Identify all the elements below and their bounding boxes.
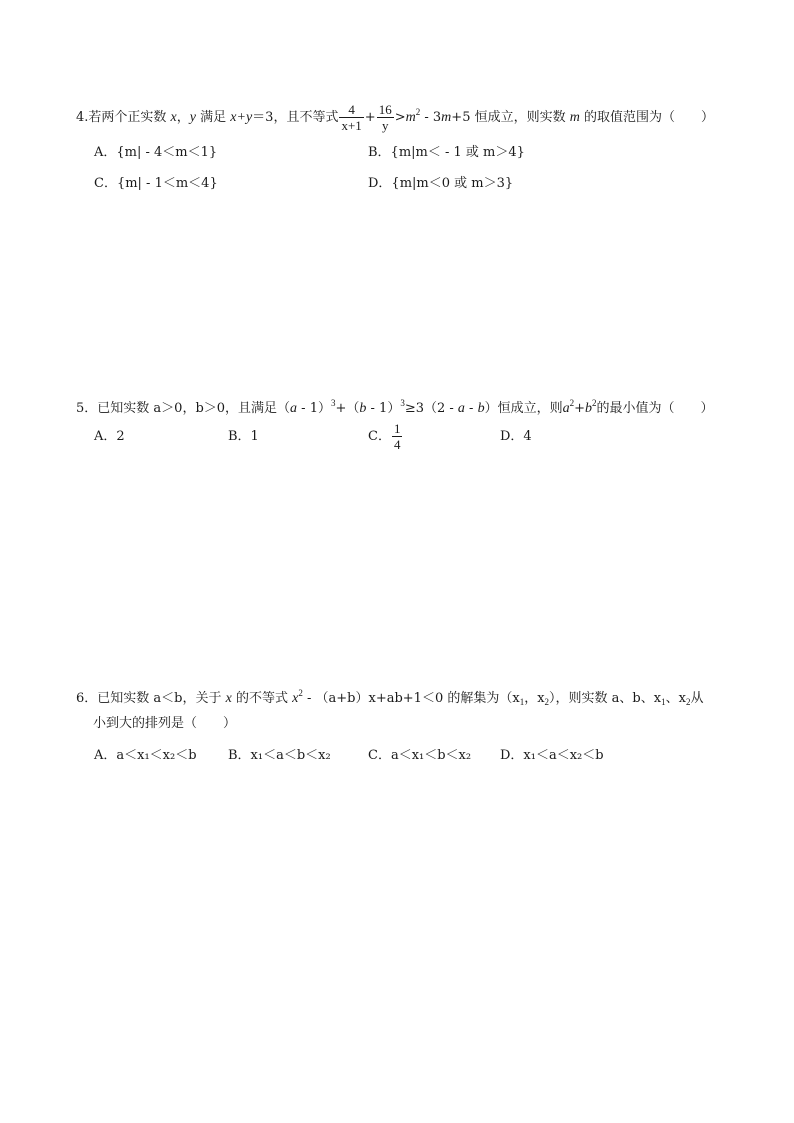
q5-plus: + [574,401,586,416]
question-6-stem [76,685,703,710]
q6-sep: 、x [665,691,686,706]
q5-option-c-den: 4 [393,437,401,452]
q4-square: 2 [415,107,421,117]
q4-option-b[interactable]: B．{m|m＜ - 1 或 m＞4} [368,145,525,160]
q6-var-x2: x [292,691,299,706]
q5-square-b: 2 [592,398,597,408]
q4-fraction-1 [339,102,363,133]
q4-gt: > [394,110,406,125]
q6-end: ），则实数 a、b、x [549,691,662,706]
q6-prefix: 6．已知实数 [76,691,150,706]
q4-var-m: m [405,110,416,125]
q4-frac2-den: y [377,117,394,133]
q5-prefix: 5．已知实数 [76,401,150,416]
q4-var-m2: m [441,110,452,125]
q4-var-x: x [170,110,177,125]
q4-eq-lhs: x+y [230,110,253,125]
q4-plus: + [364,110,376,125]
q6-sub1: 1 [519,697,525,707]
q5-p3: - 1） [366,401,401,416]
q4-comma: ， [176,110,190,125]
q5-var-a3: a [562,401,570,416]
q6-sub2: 2 [544,697,550,707]
q5-option-c[interactable] [368,421,403,452]
q5-end: 的最小值为（ ） [596,401,714,416]
q5-p5: - [464,401,478,416]
q5-option-c-fraction [392,421,403,452]
q6-cond: a＜b，关于 [153,691,222,706]
q5-var-b3: b [585,401,593,416]
q4-rest1: - 3 [420,110,442,125]
q6-s2: 2 [685,697,691,707]
q4-var-y: y [189,110,196,125]
q5-var-a2: a [457,401,465,416]
q6-s1: 1 [661,697,666,707]
q4-option-c[interactable]: C．{m| - 1＜m＜4} [94,176,218,191]
q4-fraction-2 [377,102,394,133]
q4-satisfy: 满足 [200,110,227,125]
q5-p2: +（ [335,401,360,416]
q4-prefix: 4.若两个正实数 [76,110,167,125]
q5-option-d[interactable]: D．4 [500,429,532,444]
q4-option-a[interactable]: A．{m| - 4＜m＜1} [94,145,218,160]
q5-option-c-num: 1 [393,421,401,436]
q5-cube-1: 3 [330,398,336,408]
q5-p1: - 1） [297,401,331,416]
q4-frac1-num: 4 [348,102,355,117]
q6-from: 从 [690,691,704,706]
q5-square-a: 2 [569,398,575,408]
question-5-stem [76,395,714,417]
question-6-stem-line2: 小到大的排列是（ ） [93,716,237,731]
question-4-stem [76,102,714,133]
q6-var-x: x [225,691,232,706]
q6-mid: ，x [524,691,545,706]
q6-option-d[interactable]: D．x₁＜a＜x₂＜b [500,748,604,763]
q4-range: 的取值范围为（ ） [584,110,715,125]
q5-a-positive: a＞0， [153,401,196,416]
q6-option-b[interactable]: B．x₁＜a＜b＜x₂ [228,748,331,763]
q5-p6: ）恒成立，则 [484,401,563,416]
q4-frac1-den: x+1 [341,118,362,133]
q4-var-m3: m [569,110,580,125]
q5-option-a[interactable]: A．2 [94,429,125,444]
q5-p4: ≥3（2 - [404,401,458,416]
q5-b-positive: b＞0，且满足（ [195,401,291,416]
q6-rest: - （a+b）x+ab+1＜0 的解集为（x [302,691,520,706]
q6-square: 2 [298,688,303,698]
q5-var-a1: a [290,401,298,416]
q5-cube-2: 3 [400,398,405,408]
q6-option-a[interactable]: A．a＜x₁＜x₂＜b [94,748,197,763]
q4-frac2-num: 16 [378,102,392,117]
q5-option-c-label: C． [368,429,391,444]
q4-option-d[interactable]: D．{m|m＜0 或 m＞3} [368,176,514,191]
q5-option-b[interactable]: B．1 [228,429,259,444]
q4-eq-rhs: ＝3，且不等式 [252,110,339,125]
q4-rest2: +5 恒成立，则实数 [451,110,566,125]
q6-ineq-text: 的不等式 [236,691,289,706]
q6-option-c[interactable]: C．a＜x₁＜b＜x₂ [368,748,472,763]
q5-var-b2: b [477,401,485,416]
q5-var-b1: b [359,401,367,416]
